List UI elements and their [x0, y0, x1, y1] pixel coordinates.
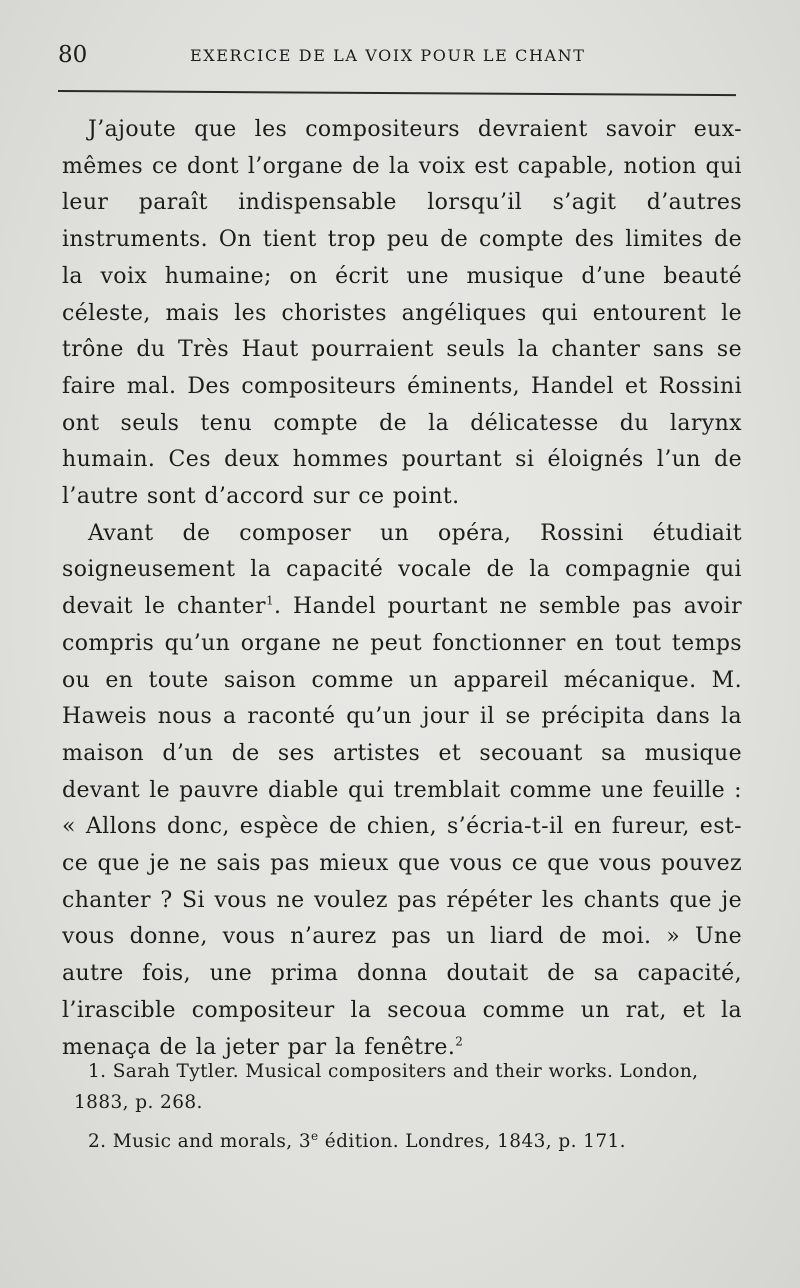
page-number: 80	[58, 42, 88, 68]
running-head: EXERCICE DE LA VOIX POUR LE CHANT	[190, 46, 586, 65]
footnote-ref-2: 2	[455, 1034, 464, 1049]
footnote-2-ordinal-sup: e	[311, 1128, 319, 1143]
footnote-2-text-end: édition. Londres, 1843, p. 171.	[318, 1131, 626, 1152]
footnote-ref-1: 1	[265, 593, 275, 608]
footnotes	[74, 1056, 750, 1157]
footnote-1: 1. Sarah Tytler. Musical compositers and their works. London, 1883, p. 268.	[74, 1061, 699, 1113]
footnote-2-text-start: 2. Music and morals, 3	[88, 1131, 312, 1152]
paragraph-2-part-1: Avant de composer un opéra, Rossini étudiait soigneusement la capacité vocale de la compagnie qui devait le chanter	[62, 520, 742, 620]
footnote-2	[74, 1126, 750, 1157]
header-rule	[58, 90, 736, 96]
paragraph-2-part-2: . Handel pourtant ne semble pas avoir compris qu’un organe ne peut fonctionner en tout temps ou en toute saison comme un appareil mécanique. M. Haweis nous a raconté qu’un jour il se précipita dans la maison d’un de ses artistes et secouant sa musique devant le pauvre diable qui tremblait comme une feuille : « Allons donc, espèce de chien, s’écria-t-il en fureur, est-ce que je ne sais pas mieux que vous ce que vous pouvez chanter ? Si vous ne voulez pas répéter les chants que je vous donne, vous n’aurez pas un liard de moi. » Une autre fois, une prima donna doutait de sa capacité, l’irascible compositeur la secoua comme un rat, et la menaça de la jeter par la fenêtre.	[62, 594, 742, 1060]
paragraph-1: J’ajoute que les compositeurs devraient savoir eux-mêmes ce dont l’organe de la voix est capable, notion qui leur paraît indispensable lorsqu’il s’agit d’autres instruments. On tient trop peu de compte des limites de la voix humaine; on écrit une musique d’une beauté céleste, mais les choristes angéliques qui entourent le trône du Très Haut pourraient seuls la chanter sans se faire mal. Des compositeurs éminents, Handel et Rossini ont seuls tenu compte de la délicatesse du larynx humain. Ces deux hommes pourtant si éloignés l’un de l’autre sont d’accord sur ce point.	[62, 117, 742, 510]
page-header	[58, 40, 738, 74]
paragraph-2	[62, 516, 742, 1067]
main-text	[62, 112, 742, 1066]
